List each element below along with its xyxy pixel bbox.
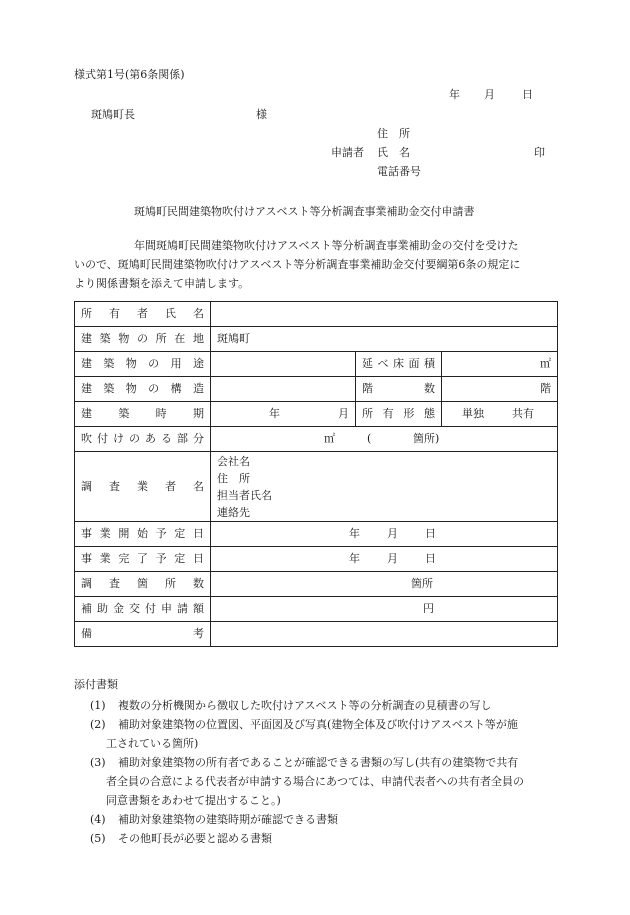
sprayed-count-unit: 箇所) (413, 432, 440, 445)
label-char: 物 (118, 332, 130, 345)
justified-label (81, 577, 204, 591)
label-char: 時 (155, 407, 167, 420)
label-char: 請 (177, 602, 188, 615)
label-char: 調 (81, 577, 92, 590)
attachment-text: 工されている箇所) (106, 737, 199, 750)
form-number: 様式第1号(第6条関係) (74, 68, 185, 81)
label-char: 始 (136, 527, 148, 540)
sprayed-count-open: ( (367, 432, 372, 445)
label-char: 名 (193, 307, 204, 320)
label-char: 階 (362, 382, 373, 395)
attachment-text: 複数の分析機関から徴収した吹付けアスベスト等の分析調査の見積書の写し (118, 699, 492, 712)
label-char: 予 (155, 527, 167, 540)
label-char: 助 (97, 602, 108, 615)
row-built-time (75, 402, 558, 427)
applicant-name-label: 氏 名 (377, 146, 410, 159)
floor-unit: 階 (540, 382, 552, 395)
label-char: 業 (99, 552, 111, 565)
label-char: 業 (137, 479, 148, 493)
label-char: 構 (170, 382, 182, 395)
label-char: 分 (193, 432, 204, 445)
label-char: あ (145, 432, 156, 445)
document-title: 斑鳩町民間建築物吹付けアスベスト等分析調査事業補助金交付申請書 (134, 205, 475, 218)
application-table (74, 301, 558, 647)
surveyor-field[interactable] (211, 452, 558, 522)
ownership-field[interactable] (442, 402, 558, 427)
justified-label (81, 307, 204, 321)
label-char: 有 (382, 407, 394, 420)
attachment-number: (4) (90, 813, 106, 826)
row-survey-count (75, 572, 558, 597)
attachment-text: 補助対象建築物の位置図、平面図及び写真(建物全体及び吹付けアスベスト等が施 (118, 718, 518, 731)
end-date-label (75, 547, 211, 572)
justified-label (81, 552, 204, 566)
floors-label (356, 377, 442, 402)
survey-count-unit: 箇所 (411, 577, 433, 590)
ownership-sole[interactable]: 単独 (462, 407, 484, 420)
attachment-text: 同意書類をあわせて提出すること。) (106, 794, 281, 807)
label-char: 築 (103, 382, 115, 395)
use-field[interactable] (211, 352, 356, 377)
label-char: 建 (81, 357, 92, 370)
surveyor-label (75, 452, 211, 522)
label-char: 在 (174, 332, 186, 345)
label-char: 所 (165, 577, 176, 590)
start-date-label (75, 522, 211, 547)
owner-name-label (75, 302, 211, 327)
label-char: 有 (109, 307, 120, 320)
body-line-1: 年間斑鳩町民間建築物吹付けアスベスト等分析調査事業補助金の交付を受けた (134, 239, 519, 252)
start-year-unit: 年 (349, 527, 360, 540)
seal-label: 印 (534, 146, 545, 159)
label-char: 面 (408, 357, 420, 370)
row-sprayed-part (75, 427, 558, 452)
yen-unit: 円 (423, 602, 434, 615)
label-char: 用 (170, 357, 182, 370)
justified-label (362, 357, 435, 371)
label-char: 建 (81, 382, 92, 395)
row-structure (75, 377, 558, 402)
row-surveyor (75, 452, 558, 522)
label-char: 途 (192, 357, 204, 370)
justified-label (81, 627, 204, 641)
floor-area-unit: ㎡ (540, 357, 552, 370)
label-char: 事 (81, 552, 92, 565)
row-owner-name (75, 302, 558, 327)
label-char: 態 (423, 407, 435, 420)
date-month-label: 月 (484, 88, 495, 101)
built-year-unit: 年 (269, 407, 280, 420)
end-year-unit: 年 (349, 552, 360, 565)
label-char: 備 (81, 627, 92, 640)
label-char: 日 (192, 552, 204, 565)
justified-label (81, 407, 204, 421)
survey-count-field[interactable] (211, 572, 558, 597)
label-char: 日 (192, 527, 204, 540)
date-year-label: 年 (449, 88, 460, 101)
row-remarks (75, 622, 558, 647)
label-char: 築 (99, 332, 111, 345)
label-char: 築 (118, 407, 130, 420)
label-char: 名 (193, 479, 204, 493)
label-char: 地 (192, 332, 204, 345)
label-char: の (148, 382, 160, 395)
label-char: 業 (99, 527, 111, 540)
remarks-label (75, 622, 211, 647)
label-char: 物 (125, 382, 137, 395)
label-char: 建 (81, 407, 92, 420)
label-char: 定 (174, 527, 186, 540)
label-char: る (161, 432, 172, 445)
start-date-field[interactable] (211, 522, 558, 547)
row-start-date (75, 522, 558, 547)
row-location (75, 327, 558, 352)
label-char: 部 (177, 432, 188, 445)
attachment-text: 補助対象建築物の建築時期が確認できる書類 (118, 813, 338, 826)
built-time-label (75, 402, 211, 427)
justified-label (81, 382, 204, 396)
end-day-unit: 日 (425, 552, 436, 565)
label-char: 査 (109, 479, 120, 493)
location-label (75, 327, 211, 352)
label-char: 予 (155, 552, 167, 565)
ownership-shared[interactable]: 共有 (512, 407, 534, 420)
built-month-unit: 月 (338, 407, 349, 420)
attachment-number: (3) (90, 756, 106, 769)
floor-area-field[interactable] (442, 352, 558, 377)
label-char: 開 (118, 527, 130, 540)
structure-field[interactable] (211, 377, 356, 402)
attachment-text: その他町長が必要と認める書類 (118, 832, 272, 845)
label-char: 物 (125, 357, 137, 370)
label-char: 完 (118, 552, 130, 565)
justified-label (81, 602, 204, 616)
label-char: 延 (362, 357, 373, 370)
start-day-unit: 日 (425, 527, 436, 540)
row-grant-amount (75, 597, 558, 622)
sprayed-part-field[interactable] (211, 427, 558, 452)
label-char: 調 (81, 479, 92, 493)
attachments-heading: 添付書類 (74, 678, 118, 691)
label-char: 箇 (137, 577, 148, 590)
attachment-number: (2) (90, 718, 106, 731)
built-time-field[interactable] (211, 402, 356, 427)
label-char: 交 (129, 602, 140, 615)
label-char: 所 (362, 407, 373, 420)
label-char: 考 (193, 627, 204, 640)
label-char: 査 (109, 577, 120, 590)
label-char: 所 (81, 307, 92, 320)
survey-count-label (75, 572, 211, 597)
addressee-honorific: 様 (256, 108, 267, 121)
justified-label (81, 357, 204, 371)
body-line-3: より関係書類を添えて申請します。 (74, 277, 250, 290)
addressee-name: 斑鳩町長 (91, 108, 135, 121)
date-day-label: 日 (522, 88, 533, 101)
attachment-number: (1) (90, 699, 106, 712)
justified-label (81, 480, 204, 494)
applicant-group-label: 申請者 (331, 146, 364, 159)
start-month-unit: 月 (387, 527, 398, 540)
location-field[interactable] (211, 327, 558, 352)
use-label (75, 352, 211, 377)
attachment-number: (5) (90, 832, 106, 845)
structure-label (75, 377, 211, 402)
label-char: 事 (81, 527, 92, 540)
label-char: 建 (81, 332, 92, 345)
label-char: 了 (136, 552, 148, 565)
label-char: 付 (97, 432, 108, 445)
owner-name-field[interactable] (211, 302, 558, 327)
label-char: の (129, 432, 140, 445)
label-char: 金 (113, 602, 124, 615)
label-char: 申 (161, 602, 172, 615)
justified-label (81, 432, 204, 446)
label-char: 者 (137, 307, 148, 320)
end-month-unit: 月 (387, 552, 398, 565)
surveyor-address-label: 住 所 (217, 472, 250, 485)
row-use (75, 352, 558, 377)
label-char: 定 (174, 552, 186, 565)
justified-label (81, 527, 204, 541)
label-char: 吹 (81, 432, 92, 445)
label-char: 者 (165, 479, 176, 493)
row-end-date (75, 547, 558, 572)
body-line-2: いので、斑鳩町民間建築物吹付けアスベスト等分析調査事業補助金交付要綱第6条の規定に (74, 258, 521, 271)
label-char: 期 (192, 407, 204, 420)
surveyor-person-label: 担当者氏名 (217, 489, 272, 502)
grant-amount-label (75, 597, 211, 622)
label-char: 造 (192, 382, 204, 395)
label-char: 数 (193, 577, 204, 590)
label-char: 所 (155, 332, 167, 345)
surveyor-contact-label: 連絡先 (217, 506, 250, 519)
surveyor-company-label: 会社名 (217, 455, 250, 468)
label-char: 氏 (165, 307, 176, 320)
label-char: の (136, 332, 148, 345)
label-char: 額 (193, 602, 204, 615)
location-value: 斑鳩町 (217, 332, 250, 345)
label-char: 補 (81, 602, 92, 615)
floors-field[interactable] (442, 377, 558, 402)
label-char: 築 (103, 357, 115, 370)
ownership-label (356, 402, 442, 427)
justified-label (81, 332, 204, 346)
attachment-text: 者全員の合意による代表者が申請する場合にあつては、申請代表者への共有者全員の (106, 775, 524, 788)
sprayed-part-label (75, 427, 211, 452)
label-char: べ (377, 357, 389, 370)
justified-label (362, 407, 435, 421)
attachment-text: 補助対象建築物の所有者であることが確認できる書類の写し(共有の建築物で共有 (118, 756, 519, 769)
label-char: 付 (145, 602, 156, 615)
label-char: 床 (393, 357, 404, 370)
sprayed-area-unit: ㎡ (324, 432, 335, 445)
grant-amount-field[interactable] (211, 597, 558, 622)
justified-label (362, 382, 435, 396)
floor-area-label (356, 352, 442, 377)
label-char: 形 (403, 407, 415, 420)
remarks-field[interactable] (211, 622, 558, 647)
applicant-address-label: 住 所 (377, 127, 410, 140)
end-date-field[interactable] (211, 547, 558, 572)
label-char: 数 (424, 382, 435, 395)
applicant-phone-label: 電話番号 (377, 165, 421, 178)
label-char: け (113, 432, 124, 445)
label-char: 積 (424, 357, 435, 370)
label-char: の (148, 357, 160, 370)
